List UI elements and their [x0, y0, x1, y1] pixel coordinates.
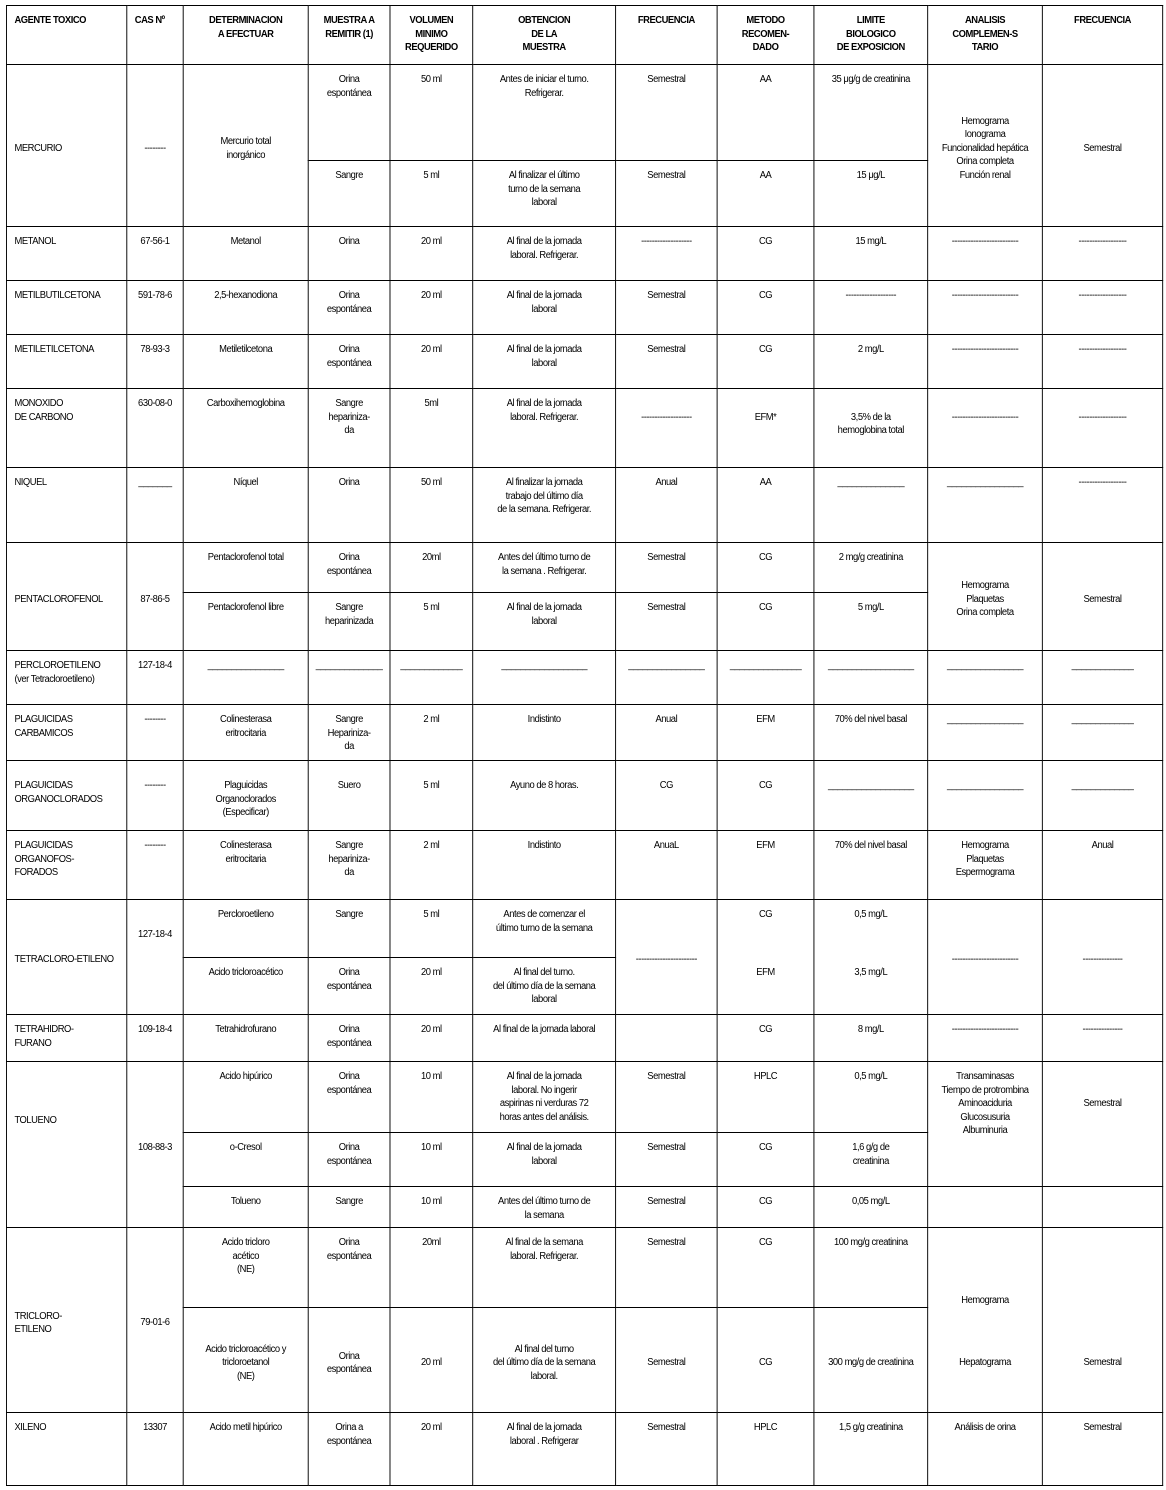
cas-number: --------	[127, 65, 183, 227]
frequency-2: ------------------	[1042, 468, 1162, 543]
frequency: Semestral	[616, 1187, 718, 1228]
method: CG	[717, 543, 814, 593]
cas-number: 127-18-4	[127, 900, 183, 1015]
volume: 20ml	[390, 1228, 473, 1308]
header-obtencion: OBTENCION DE LA MUESTRA	[473, 6, 616, 65]
table-row	[6, 705, 1162, 761]
table-row	[6, 1015, 1162, 1062]
determination: Níquel	[183, 468, 308, 543]
table-row	[6, 1413, 1162, 1486]
collection: Al final de la jornada laboral	[473, 335, 616, 389]
header-determinacion: DETERMINACION A EFECTUAR	[183, 6, 308, 65]
agent-name: PLAGUICIDAS ORGANOCLORADOS	[6, 761, 126, 831]
limit: 5 mg/L	[814, 593, 928, 651]
method: EFM	[717, 958, 814, 1015]
frequency-2: Semestral	[1042, 1062, 1162, 1187]
sample: Orina espontánea	[308, 1133, 390, 1187]
method: CG	[717, 227, 814, 281]
sample: Orina espontánea	[308, 1062, 390, 1133]
limit: 3,5% de la hemoglobina total	[814, 389, 928, 468]
frequency	[616, 1015, 718, 1062]
sample: Sangre	[308, 161, 390, 227]
determination: Tolueno	[183, 1187, 308, 1228]
agent-name: PERCLOROETILENO (ver Tetracloroetileno)	[6, 651, 126, 705]
limit: ______________	[814, 468, 928, 543]
table-row	[6, 831, 1162, 900]
collection: Al final de la jornada laboral. Refrigerar.	[473, 389, 616, 468]
collection: Al finalizar la jornada trabajo del último día de la semana. Refrigerar.	[473, 468, 616, 543]
frequency-2: Semestral	[1042, 1308, 1162, 1413]
sample: Orina	[308, 468, 390, 543]
agent-name: PLAGUICIDAS ORGANOFOS- FORADOS	[6, 831, 126, 900]
header-cas: CAS Nº	[127, 6, 183, 65]
collection: Al finalizar el último turno de la semana laboral	[473, 161, 616, 227]
agent-name: XILENO	[6, 1413, 126, 1486]
complementary-analysis: Hemograma Ionograma Funcionalidad hepática Orina completa Función renal	[928, 65, 1043, 227]
method: EFM	[717, 831, 814, 900]
complementary-analysis: -------------------------	[928, 335, 1043, 389]
method: CG	[717, 593, 814, 651]
complementary-analysis: Hemograma Plaquetas Orina completa	[928, 543, 1043, 651]
determination: Acido hipúrico	[183, 1062, 308, 1133]
complementary-analysis: ________________	[928, 651, 1043, 705]
table-row	[6, 543, 1162, 593]
limit: 1,5 g/g creatinina	[814, 1413, 928, 1486]
frequency-2: ------------------	[1042, 227, 1162, 281]
sample: Orina espontánea	[308, 958, 390, 1015]
table-row	[6, 900, 1162, 958]
method: EFM*	[717, 389, 814, 468]
header-muestra: MUESTRA A REMITIR (1)	[308, 6, 390, 65]
method: CG	[717, 1133, 814, 1187]
cas-number: 591-78-6	[127, 281, 183, 335]
agent-name: MERCURIO	[6, 65, 126, 227]
frequency-2: _____________	[1042, 761, 1162, 831]
sample: Suero	[308, 761, 390, 831]
frequency-2: ---------------	[1042, 1015, 1162, 1062]
collection: Al final del turno. del último día de la semana laboral	[473, 958, 616, 1015]
cas-number: --------	[127, 705, 183, 761]
frequency-2: Anual	[1042, 831, 1162, 900]
volume: 20 ml	[390, 335, 473, 389]
sample: Orina espontánea	[308, 65, 390, 161]
determination: Acido metil hipúrico	[183, 1413, 308, 1486]
method: CG	[717, 761, 814, 831]
header-frecuencia-2: FRECUENCIA	[1042, 6, 1162, 65]
method: CG	[717, 1308, 814, 1413]
frequency: -------------------	[616, 389, 718, 468]
collection: Indistinto	[473, 831, 616, 900]
collection: Indistinto	[473, 705, 616, 761]
method: CG	[717, 1228, 814, 1308]
limit: 70% del nivel basal	[814, 705, 928, 761]
collection: Al final de la jornada laboral	[473, 281, 616, 335]
sample: ______________	[308, 651, 390, 705]
volume: 5 ml	[390, 593, 473, 651]
limit: __________________	[814, 651, 928, 705]
limit: 15 mg/L	[814, 227, 928, 281]
collection: __________________	[473, 651, 616, 705]
agent-name: NIQUEL	[6, 468, 126, 543]
limit: 70% del nivel basal	[814, 831, 928, 900]
frequency: Semestral	[616, 543, 718, 593]
agent-name: TOLUENO	[6, 1062, 126, 1228]
complementary-analysis: -------------------------	[928, 900, 1043, 1015]
header-analisis: ANALISIS COMPLEMEN-S TARIO	[928, 6, 1043, 65]
determination: Acido tricloro acético (NE)	[183, 1228, 308, 1308]
method: CG	[717, 335, 814, 389]
complementary-analysis: Hepatograma	[928, 1308, 1043, 1413]
frequency: ________________	[616, 651, 718, 705]
volume: 2 ml	[390, 705, 473, 761]
limit: 3,5 mg/L	[814, 958, 928, 1015]
volume: 20 ml	[390, 281, 473, 335]
method: CG	[717, 281, 814, 335]
table-row	[6, 227, 1162, 281]
agent-name: MONOXIDO DE CARBONO	[6, 389, 126, 468]
agent-name: TETRACLORO-ETILENO	[6, 900, 126, 1015]
frequency: Anual	[616, 705, 718, 761]
agent-name: TETRAHIDRO- FURANO	[6, 1015, 126, 1062]
complementary-analysis: ________________	[928, 761, 1043, 831]
agent-name: METANOL	[6, 227, 126, 281]
method: _______________	[717, 651, 814, 705]
method: CG	[717, 1187, 814, 1228]
cas-number: 87-86-5	[127, 543, 183, 651]
volume: 20ml	[390, 543, 473, 593]
limit: 35 μg/g de creatinina	[814, 65, 928, 161]
cas-number: 630-08-0	[127, 389, 183, 468]
header-metodo: METODO RECOMEN- DADO	[717, 6, 814, 65]
agent-name: METILBUTILCETONA	[6, 281, 126, 335]
complementary-analysis: ________________	[928, 705, 1043, 761]
complementary-analysis-empty	[928, 1187, 1043, 1228]
volume: 5 ml	[390, 161, 473, 227]
cas-number: --------	[127, 761, 183, 831]
determination: Pentaclorofenol total	[183, 543, 308, 593]
cas-number: --------	[127, 831, 183, 900]
toxic-agents-table	[6, 5, 1163, 1486]
limit: 15 μg/L	[814, 161, 928, 227]
sample: Orina espontánea	[308, 1308, 390, 1413]
volume: 10 ml	[390, 1133, 473, 1187]
method: CG	[717, 900, 814, 958]
method: AA	[717, 468, 814, 543]
limit: 100 mg/g creatinina	[814, 1228, 928, 1308]
frequency: Semestral	[616, 161, 718, 227]
complementary-analysis: -------------------------	[928, 389, 1043, 468]
sample: Sangre	[308, 1187, 390, 1228]
frequency: Semestral	[616, 1228, 718, 1308]
complementary-analysis: Análisis de orina	[928, 1413, 1043, 1486]
limit: -------------------	[814, 281, 928, 335]
determination: Tetrahidrofurano	[183, 1015, 308, 1062]
frequency: AnuaL	[616, 831, 718, 900]
method: AA	[717, 65, 814, 161]
header-frecuencia: FRECUENCIA	[616, 6, 718, 65]
determination: Percloroetileno	[183, 900, 308, 958]
volume: 20 ml	[390, 1015, 473, 1062]
frequency-2: Semestral	[1042, 1413, 1162, 1486]
determination: Plaguicidas Organoclorados (Especificar)	[183, 761, 308, 831]
volume: _____________	[390, 651, 473, 705]
limit: 0,05 mg/L	[814, 1187, 928, 1228]
cas-number: 127-18-4	[127, 651, 183, 705]
table-row	[6, 468, 1162, 543]
table-row	[6, 651, 1162, 705]
frequency: Semestral	[616, 65, 718, 161]
cas-number: _______	[127, 468, 183, 543]
sample: Orina espontánea	[308, 281, 390, 335]
table-row	[6, 335, 1162, 389]
sample: Orina espontánea	[308, 543, 390, 593]
determination: Colinesterasa eritrocitaria	[183, 705, 308, 761]
frequency: CG	[616, 761, 718, 831]
sample: Orina a espontánea	[308, 1413, 390, 1486]
table-row	[6, 281, 1162, 335]
volume: 10 ml	[390, 1062, 473, 1133]
complementary-analysis: -------------------------	[928, 1015, 1043, 1062]
frequency: Semestral	[616, 1133, 718, 1187]
frequency-2: _____________	[1042, 651, 1162, 705]
table-row	[6, 761, 1162, 831]
header-agente: AGENTE TOXICO	[6, 6, 126, 65]
agent-name: METILETILCETONA	[6, 335, 126, 389]
frequency: -----------------------	[616, 900, 718, 1015]
cas-number: 108-88-3	[127, 1062, 183, 1228]
cas-number: 67-56-1	[127, 227, 183, 281]
frequency-2: _____________	[1042, 705, 1162, 761]
frequency-2: Semestral	[1042, 543, 1162, 651]
collection: Al final del turno del último día de la semana laboral.	[473, 1308, 616, 1413]
volume: 20 ml	[390, 227, 473, 281]
cas-number: 79-01-6	[127, 1228, 183, 1413]
header-row	[6, 6, 1162, 65]
limit: 2 mg/g creatinina	[814, 543, 928, 593]
complementary-analysis: -------------------------	[928, 227, 1043, 281]
agent-name: PENTACLOROFENOL	[6, 543, 126, 651]
sample: Sangre	[308, 900, 390, 958]
frequency: Semestral	[616, 1308, 718, 1413]
table-row	[6, 1062, 1162, 1133]
volume: 5 ml	[390, 900, 473, 958]
determination: ________________	[183, 651, 308, 705]
table-row	[6, 389, 1162, 468]
table-row	[6, 65, 1162, 161]
sample: Orina espontánea	[308, 335, 390, 389]
limit: 1,6 g/g de creatinina	[814, 1133, 928, 1187]
volume: 10 ml	[390, 1187, 473, 1228]
cas-number: 13307	[127, 1413, 183, 1486]
determination: Acido tricloroacético y tricloroetanol (NE)	[183, 1308, 308, 1413]
method: HPLC	[717, 1413, 814, 1486]
complementary-analysis: Transaminasas Tiempo de protrombina Aminoaciduria Glucosusuria Albuminuria	[928, 1062, 1043, 1187]
collection: Al final de la jornada laboral	[473, 1015, 616, 1062]
collection: Al final de la semana laboral. Refrigerar.	[473, 1228, 616, 1308]
collection: Al final de la jornada laboral. No ingerir aspirinas ni verduras 72 horas antes del análisis.	[473, 1062, 616, 1133]
determination: Pentaclorofenol libre	[183, 593, 308, 651]
complementary-analysis: Hemograma	[928, 1228, 1043, 1308]
volume: 20 ml	[390, 1413, 473, 1486]
frequency: Semestral	[616, 1413, 718, 1486]
sample: Sangre heparinizа- da	[308, 831, 390, 900]
frequency: Anual	[616, 468, 718, 543]
frequency-2: ------------------	[1042, 281, 1162, 335]
complementary-analysis: ________________	[928, 468, 1043, 543]
volume: 20 ml	[390, 958, 473, 1015]
limit: 0,5 mg/L	[814, 900, 928, 958]
collection: Antes del último turno de la semana	[473, 1187, 616, 1228]
limit: __________________	[814, 761, 928, 831]
method: EFM	[717, 705, 814, 761]
collection: Antes de comenzar el último turno de la semana	[473, 900, 616, 958]
determination: Metanol	[183, 227, 308, 281]
determination: o-Cresol	[183, 1133, 308, 1187]
determination: Metiletilcetona	[183, 335, 308, 389]
sample: Sangre heparinizа- da	[308, 389, 390, 468]
volume: 50 ml	[390, 468, 473, 543]
frequency: Semestral	[616, 593, 718, 651]
cas-number: 109-18-4	[127, 1015, 183, 1062]
collection: Ayuno de 8 horas.	[473, 761, 616, 831]
header-volumen: VOLUMEN MINIMO REQUERIDO	[390, 6, 473, 65]
collection: Al final de la jornada laboral . Refrigerar	[473, 1413, 616, 1486]
table-row	[6, 1228, 1162, 1308]
limit: 0,5 mg/L	[814, 1062, 928, 1133]
method: HPLC	[717, 1062, 814, 1133]
volume: 5 ml	[390, 761, 473, 831]
cas-number: 78-93-3	[127, 335, 183, 389]
limit: 300 mg/g de creatinina	[814, 1308, 928, 1413]
frequency: Semestral	[616, 1062, 718, 1133]
frequency-2: ---------------	[1042, 900, 1162, 1015]
sample: Orina espontánea	[308, 1015, 390, 1062]
volume: 5ml	[390, 389, 473, 468]
determination: Carboxihemoglobina	[183, 389, 308, 468]
collection: Al final de la jornada laboral. Refrigerar.	[473, 227, 616, 281]
determination: Mercurio total inorgánico	[183, 65, 308, 227]
frequency-2: ------------------	[1042, 335, 1162, 389]
frequency: -------------------	[616, 227, 718, 281]
agent-name: TRICLORO- ETILENO	[6, 1228, 126, 1413]
sample: Orina espontánea	[308, 1228, 390, 1308]
collection: Al final de la jornada laboral	[473, 593, 616, 651]
agent-name: PLAGUICIDAS CARBAMICOS	[6, 705, 126, 761]
frequency-2: ------------------	[1042, 389, 1162, 468]
frequency-2: Semestral	[1042, 65, 1162, 227]
volume: 50 ml	[390, 65, 473, 161]
limit: 8 mg/L	[814, 1015, 928, 1062]
volume: 2 ml	[390, 831, 473, 900]
sample: Sangre heparinizada	[308, 593, 390, 651]
limit: 2 mg/L	[814, 335, 928, 389]
frequency-2-empty	[1042, 1187, 1162, 1228]
sample: Orina	[308, 227, 390, 281]
header-limite: LIMITE BIOLOGICO DE EXPOSICION	[814, 6, 928, 65]
complementary-analysis: -------------------------	[928, 281, 1043, 335]
volume: 20 ml	[390, 1308, 473, 1413]
frequency: Semestral	[616, 281, 718, 335]
determination: Colinesterasa eritrocitaria	[183, 831, 308, 900]
collection: Al final de la jornada laboral	[473, 1133, 616, 1187]
method: CG	[717, 1015, 814, 1062]
determination: 2,5-hexanodiona	[183, 281, 308, 335]
frequency: Semestral	[616, 335, 718, 389]
sample: Sangre Heparinizа- da	[308, 705, 390, 761]
complementary-analysis: Hemograma Plaquetas Espermograma	[928, 831, 1043, 900]
method: AA	[717, 161, 814, 227]
collection: Antes del último turno de la semana . Refrigerar.	[473, 543, 616, 593]
frequency-2-empty	[1042, 1228, 1162, 1308]
collection: Antes de iniciar el turno. Refrigerar.	[473, 65, 616, 161]
determination: Acido tricloroacético	[183, 958, 308, 1015]
